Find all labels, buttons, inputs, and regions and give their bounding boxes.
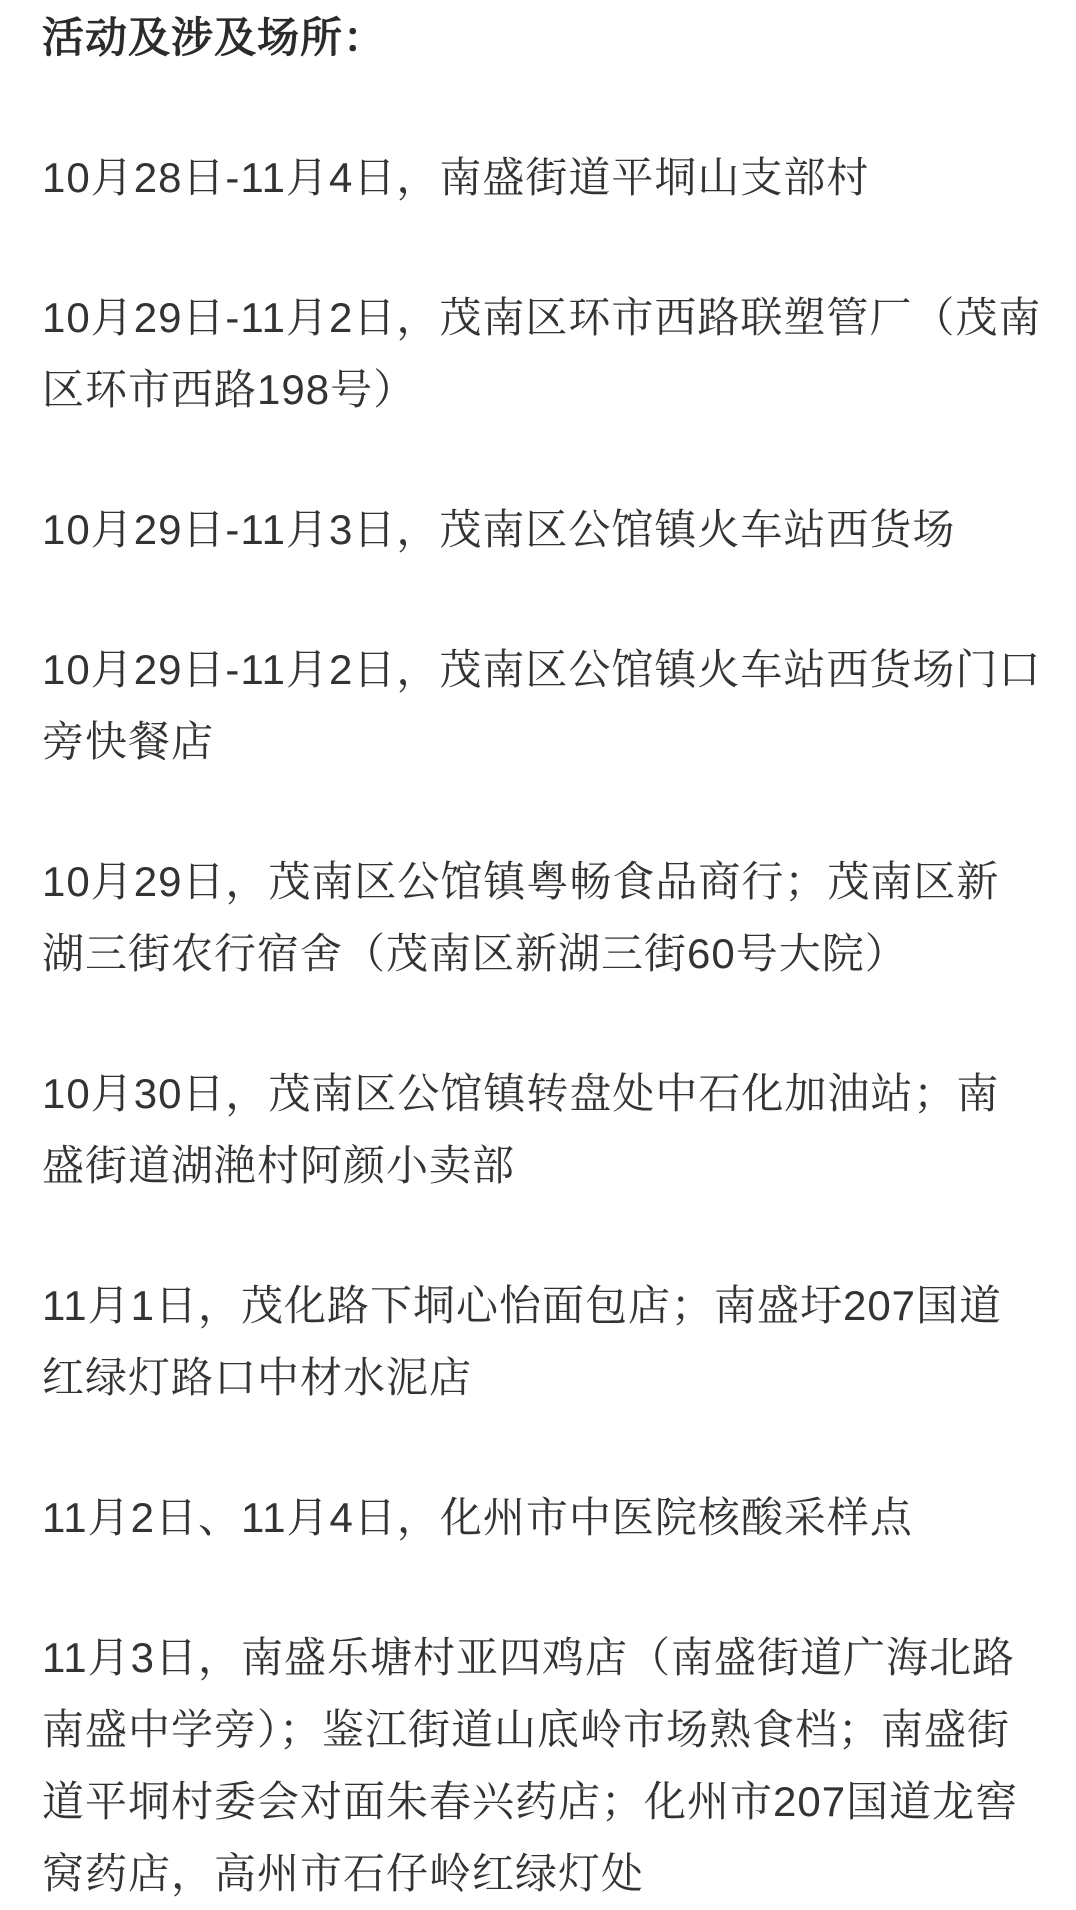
activity-paragraph: 10月29日-11月2日，茂南区公馆镇火车站西货场门口旁快餐店 <box>42 646 1042 765</box>
activity-paragraph: 10月29日-11月2日，茂南区环市西路联塑管厂（茂南区环市西路198号） <box>42 294 1042 413</box>
section-heading: 活动及涉及场所： <box>42 14 387 61</box>
activity-paragraph: 11月2日、11月4日，化州市中医院核酸采样点 <box>42 1494 913 1541</box>
activity-paragraph: 11月1日，茂化路下垌心怡面包店；南盛圩207国道红绿灯路口中材水泥店 <box>42 1282 1003 1401</box>
activity-paragraph: 10月28日-11月4日，南盛街道平垌山支部村 <box>42 154 870 201</box>
activity-paragraph: 10月29日，茂南区公馆镇粤畅食品商行；茂南区新湖三街农行宿舍（茂南区新湖三街60号大院） <box>42 858 1000 977</box>
activity-paragraph: 10月29日-11月3日，茂南区公馆镇火车站西货场 <box>42 506 956 553</box>
activity-paragraph: 10月30日，茂南区公馆镇转盘处中石化加油站；南盛街道湖滟村阿颜小卖部 <box>42 1070 1000 1189</box>
activity-paragraph: 11月3日，南盛乐塘村亚四鸡店（南盛街道广海北路南盛中学旁）；鉴江街道山底岭市场熟食档；南盛街道平垌村委会对面朱春兴药店；化州市207国道龙窖窝药店，高州市石仔岭红绿灯处 <box>42 1634 1019 1897</box>
